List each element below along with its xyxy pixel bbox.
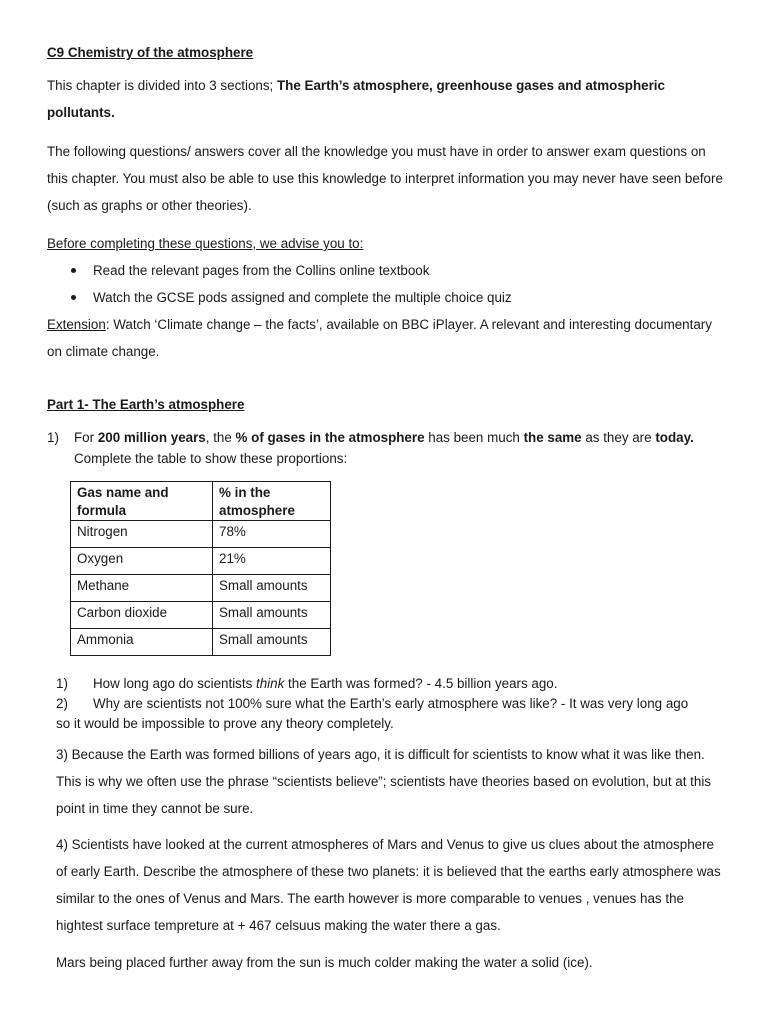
table-header-cell: % in the atmosphere [213,482,331,521]
question-4-paragraph: 4) Scientists have looked at the current atmospheres of Mars and Venus to give us clues about the atmosphere of early Earth. Describe the atmosphere of these two planets: it is believed that the earths early atmosphere was similar to the ones of Venus and Mars. The earth however is more comparable to venues , venues has the hightest surface tempreture at + 467 celsuus making the water there a gas. [56,837,721,933]
table-cell: Carbon dioxide [71,602,213,629]
table-cell: Small amounts [213,602,331,629]
bullet-icon [71,295,76,300]
table-cell: 78% [213,521,331,548]
table-cell: Oxygen [71,548,213,575]
answer-2: 2) Why are scientists not 100% sure what the Earth’s early atmosphere was like? - It was very long ago so it would be impossible to prove any theory completely. [56,696,689,731]
advise-heading: Before completing these questions, we advise you to: [47,236,364,251]
advice-list [47,257,728,311]
gas-table [70,481,331,656]
bullet-icon [71,268,76,273]
table-cell: Methane [71,575,213,602]
table-row [71,629,331,656]
table-row [71,521,331,548]
table-cell: 21% [213,548,331,575]
question-3-paragraph: 3) Because the Earth was formed billions of years ago, it is difficult for scientists to know what it was like then. This is why we often use the phrase “scientists believe”; scientists have theories based on evolution, but at this point in time they cannot be sure. [56,747,711,816]
part1-heading: Part 1- The Earth’s atmosphere [47,397,245,412]
page-title: C9 Chemistry of the atmosphere [47,45,254,60]
table-header-cell: Gas name and formula [71,482,213,521]
question-1: For 200 million years, the % of gases in the atmosphere has been much the same as they are today. Complete the table to show these proportions: [74,430,694,466]
answer-1: 1) How long ago do scientists think the Earth was formed? - 4.5 billion years ago. [56,676,558,691]
table-header-row [71,482,331,521]
list-item: Watch the GCSE pods assigned and complete the multiple choice quiz [47,284,728,311]
mars-paragraph: Mars being placed further away from the sun is much colder making the water a solid (ice). [56,955,593,970]
extension-paragraph: Extension: Watch ‘Climate change – the facts’, available on BBC iPlayer. A relevant and interesting documentary on climate change. [47,317,712,359]
knowledge-paragraph: The following questions/ answers cover all the knowledge you must have in order to answer exam questions on this chapter. You must also be able to use this knowledge to interpret information you may never have seen before (such as graphs or other theories). [47,144,723,213]
table-cell: Small amounts [213,575,331,602]
table-row [71,548,331,575]
table-row [71,575,331,602]
table-row [71,602,331,629]
table-cell: Nitrogen [71,521,213,548]
list-item: Read the relevant pages from the Collins online textbook [47,257,728,284]
table-cell: Small amounts [213,629,331,656]
question-number: 1) [47,430,59,445]
table-cell: Ammonia [71,629,213,656]
intro-paragraph: This chapter is divided into 3 sections; The Earth’s atmosphere, greenhouse gases and atmospheric pollutants. [47,78,665,120]
